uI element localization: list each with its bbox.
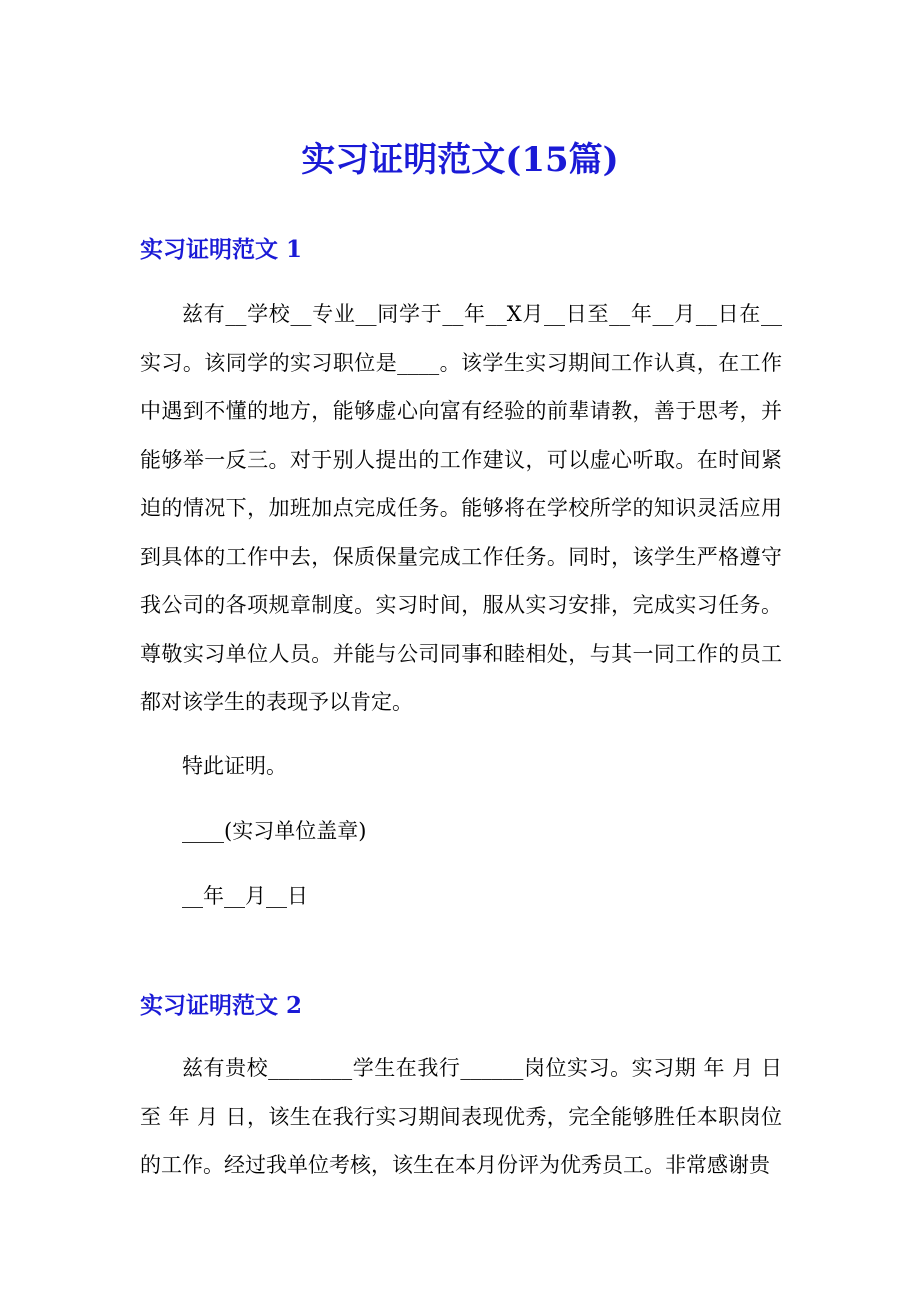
section-heading-2: 实习证明范文 2 xyxy=(140,992,303,1019)
section-1-date-line: __年__月__日 xyxy=(182,884,308,908)
section-2-body: 兹有贵校________学生在我行______岗位实习。实习期 年 月 日至 年 月 日，该生在我行实习期间表现优秀，完全能够胜任本职岗位的工作。经过我单位考核，该生在本月份评为优秀员工。非常感谢贵 xyxy=(140,1056,782,1177)
section-1-body: 兹有__学校__专业__同学于__年__X月__日至__年__月__日在__实习。该同学的实习职位是____。该学生实习期间工作认真，在工作中遇到不懂的地方，能够虚心向富有经验的前辈请教，善于思考，并能够举一反三。对于别人提出的工作建议，可以虚心听取。在时间紧迫的情况下，加班加点完成任务。能够将在学校所学的知识灵活应用到具体的工作中去，保质保量完成工作任务。同时，该学生严格遵守我公司的各项规章制度。实习时间，服从实习安排，完成实习任务。尊敬实习单位人员。并能与公司同事和睦相处，与其一同工作的员工都对该学生的表现予以肯定。 xyxy=(140,302,782,714)
section-1-closing: 特此证明。 xyxy=(182,754,287,778)
document-title: 实习证明范文(15篇) xyxy=(301,140,619,180)
section-heading-1: 实习证明范文 1 xyxy=(140,236,303,263)
section-1-seal-line: ____(实习单位盖章) xyxy=(182,819,367,843)
